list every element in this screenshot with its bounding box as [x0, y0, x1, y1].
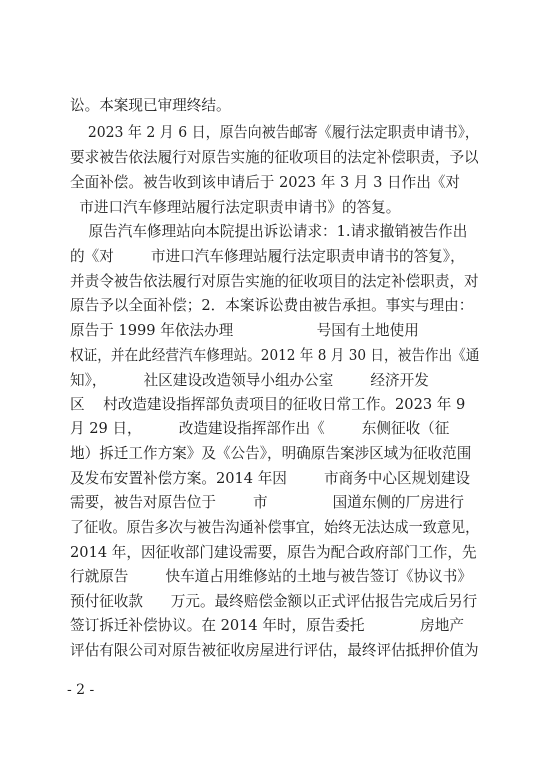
text-line: 2023 年 2 月 6 日，原告向被告邮寄《履行法定职责申请书》，: [70, 124, 479, 141]
text-line: 行就原告 快车道占用维修站的土地与被告签订《协议书》: [70, 568, 472, 585]
text-line: 原告予以全面补偿；2．本案诉讼费由被告承担。事实与理由：: [70, 297, 474, 314]
text-line: 市进口汽车修理站履行法定职责申请书》的答复。: [70, 199, 401, 216]
text-line: 权证，并在此经营汽车修理站。2012 年 8 月 30 日，被告作出《通: [70, 347, 480, 364]
text-line: 及发布安置补偿方案。2014 年因 市商务中心区规划建设: [70, 470, 470, 487]
text-line: 全面补偿。被告收到该申请后于 2023 年 3 月 3 日作出《对: [70, 174, 461, 191]
text-line: 原告于 1999 年依法办理 号国有土地使用: [70, 322, 419, 339]
text-line: 2014 年，因征收部门建设需要，原告为配合政府部门工作，先: [70, 544, 477, 561]
text-line: 签订拆迁补偿协议。在 2014 年时，原告委托 房地产: [70, 617, 464, 634]
text-line: 月 29 日， 改造建设指挥部作出《 东侧征收（征: [70, 420, 450, 437]
text-line: 区 村改造建设指挥部负责项目的征收日常工作。2023 年 9: [70, 396, 466, 413]
text-line: 并责令被告依法履行对原告实施的征收项目的法定补偿职责，对: [70, 273, 479, 290]
text-line: 原告汽车修理站向本院提出诉讼请求：1.请求撤销被告作出: [70, 223, 468, 240]
text-line: 讼。本案现已审理终结。: [70, 97, 231, 114]
text-line: 要求被告依法履行对原告实施的征收项目的法定补偿职责，予以: [70, 149, 479, 166]
text-line: 了征收。原告多次与被告沟通补偿事宜，始终无法达成一致意见，: [70, 519, 480, 536]
text-line: 评估有限公司对原告被征收房屋进行评估，最终评估抵押价值为: [70, 642, 479, 659]
text-line: 地）拆迁工作方案》及《公告》，明确原告案涉区域为征收范围: [70, 445, 472, 462]
text-line: 知》， 社区建设改造领导小组办公室 经济开发: [70, 372, 429, 389]
text-line: 的《对 市进口汽车修理站履行法定职责申请书的答复》，: [70, 248, 465, 265]
page-number: - 2 -: [67, 682, 95, 698]
text-line: 需要，被告对原告位于 市 国道东侧的厂房进行: [70, 494, 464, 511]
text-line: 预付征收款 万元。最终赔偿金额以正式评估报告完成后另行: [70, 593, 478, 610]
